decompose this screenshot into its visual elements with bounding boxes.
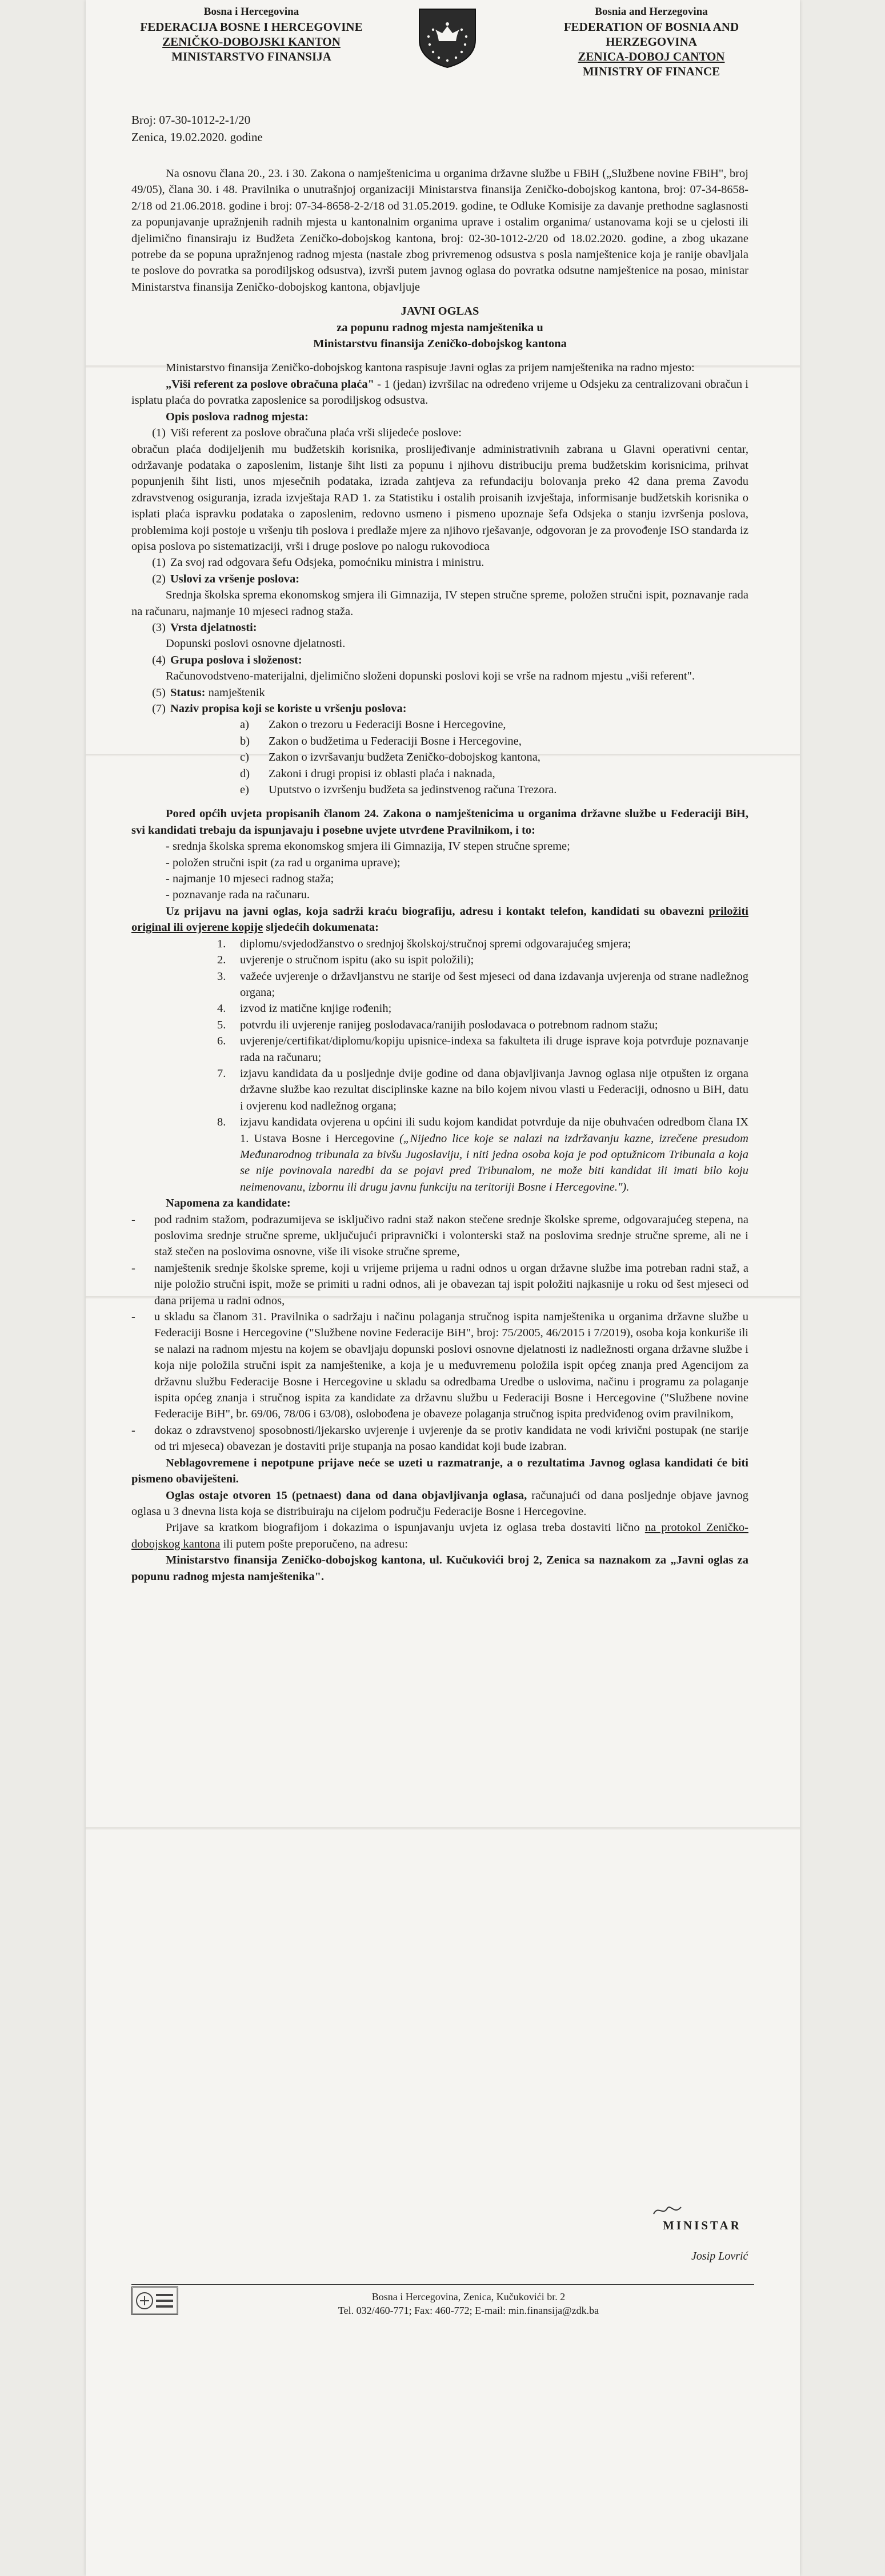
letterhead-english [526, 5, 777, 79]
footer-contact: Tel. 032/460-771; Fax: 460-772; E-mail: min.finansija@zdk.ba [338, 2305, 599, 2316]
item-number: (3) [152, 621, 166, 634]
position-title: „Viši referent za poslove obračuna plaća" [166, 377, 374, 391]
documents-intro-underlined: priložiti original ili ovjerene kopije [131, 905, 748, 934]
document-page [86, 0, 800, 2576]
item-number: (1) [152, 427, 166, 440]
item-heading: Vrsta djelatnosti: [170, 621, 257, 634]
country-name-en: Bosnia and Herzegovina [595, 6, 708, 18]
doc-number: 3. [217, 970, 226, 983]
doc-item: izjavu kandidata da u posljednje dvije godine od dana objavljivanja Javnog oglasa nije otpušten iz organa državne službe kao rezultat disciplinske kazne na bilo kojem nivou vlasti u Federaciji, odnosno u BiH, datu i ovjerenu kod nadležnog organa; [240, 1067, 748, 1112]
doc-number: 4. [217, 1002, 226, 1015]
special-condition: - najmanje 10 mjeseci radnog staža; [166, 873, 334, 886]
duties-paragraph: obračun plaća dodijeljenih mu budžetskih korisnika, proslijeđivanje administrativnih zabrana u Glavni operativni centar, održavanje podataka o zaposlenim, listanje šiht listi za popunu i njihovu distribuciju prema budžetskim korisnicima, prihvat popunjenih šiht listi, unos mjesečnih podataka, izrada zahtjeva za refundaciju bolovanja preko 42 dana prema Zavodu zdravstvenog osiguranja, izrada izvještaja RAD 1. za Statistiku i ostalih proisanih izvještaja, informisanje budžetskih korisnika o isplati plaća ispravku podataka o zaposlenim, redovno usmeno i pismeno upoznaje šefa Odsjeka o stanju izvršenja poslova, problemima koji postoje u vršenju tih poslova i predlaže mjere za njihovo rješavanje, odgovoran je za provođenje ISO standarda iz opisa poslova po sistematizaciji, vrši i druge poslove po nalogu rukovodioca [131, 443, 748, 553]
constitution-quote: („Nijedno lice koje se nalazi na izdržavanju kazne, izrečene presudom Međunarodnog tribunala za bivšu Jugoslaviju, i niti jedna osoba koja je pod optužnicom Tribunala a koja se nije povinovala naredbi da se pojavi pred Tribunalom, ne može biti kandidat ili imati bilo koju neimenovanu, izbornu ili drugu javnu funkciju na teritoriji Bosne i Hercegovine."). [240, 1132, 748, 1193]
item-text: Za svoj rad odgovara šefu Odsjeka, pomoćniku ministra i ministru. [170, 556, 484, 569]
law-item: Uputstvo o izvršenju budžeta sa jedinstvenog računa Trezora. [269, 783, 557, 797]
job-description-heading: Opis poslova radnog mjesta: [166, 410, 309, 423]
title-line: Ministarstvu finansija Zeničko-dobojskog kantona [313, 337, 567, 351]
law-letter: b) [240, 734, 250, 748]
doc-number: 8. [217, 1116, 226, 1129]
canton-name-en: ZENICA-DOBOJ CANTON [578, 50, 725, 63]
law-letter: d) [240, 767, 250, 780]
note-item: namještenik srednje školske spreme, koji u vrijeme prijema u radni odnos u organ državne službe ima potreban radni staž, a nije položio stručni ispit, može se primiti u radni odnos, ali je obavezan taj ispit položiti najkasnije u roku od šest mjeseci od dana prijema u radni odnos, [154, 1261, 748, 1307]
signatory-title: MINISTAR [663, 2219, 742, 2232]
item-heading: Grupa poslova i složenost: [170, 653, 302, 666]
activity-text: Dopunski poslovi osnovne djelatnosti. [166, 637, 346, 650]
doc-number: 6. [217, 1035, 226, 1048]
footer-address: Bosna i Hercegovina, Zenica, Kučukovići br. 2 [371, 2291, 566, 2302]
ministry-name: MINISTARSTVO FINANSIJA [171, 50, 331, 63]
law-letter: c) [240, 751, 249, 764]
law-item: Zakon o izvršavanju budžeta Zeničko-dobojskog kantona, [269, 751, 540, 764]
doc-item: diplomu/svjedodžanstvo o srednjoj školskoj/stručnoj spremi odgovarajućeg smjera; [240, 937, 631, 950]
submission-text: Prijave sa kratkom biografijom i dokazima o ispunjavanju uvjeta iz oglasa treba dostaviti lično [166, 1521, 645, 1534]
submission-address: Ministarstvo finansija Zeničko-dobojskog kantona, ul. Kučukovići broj 2, Zenica sa naznakom za „Javni oglas za popunu radnog mjesta namještenika". [131, 1554, 748, 1583]
submission-end: ili putem pošte preporučeno, na adresu: [220, 1537, 408, 1550]
position-paragraph [131, 376, 748, 409]
letterhead [103, 5, 783, 107]
item-heading: Status: [170, 686, 206, 699]
iso-certificate-icon [131, 2286, 178, 2315]
law-item: Zakoni i drugi propisi iz oblasti plaća i naknada, [269, 767, 495, 780]
doc-number: 7. [217, 1067, 226, 1080]
law-item: Zakon o trezoru u Federaciji Bosne i Hercegovine, [269, 718, 506, 732]
special-condition: - srednja školska sprema ekonomskog smjera ili Gimnazija, IV stepen stručne spreme; [166, 840, 570, 853]
position-details: - 1 (jedan) izvršilac na određeno vrijeme u Odsjeku za centralizovani obračun i isplatu plaća do povratka zaposlenice sa porodiljskog odsustva. [131, 377, 748, 407]
doc-number: 1. [217, 937, 226, 950]
item-heading: Naziv propisa koji se koriste u vršenju poslova: [170, 702, 407, 715]
note-item: pod radnim stažom, podrazumijeva se isključivo radni staž nakon stečene srednje školske spreme, odgovarajućeg stepena, na poslovima srednje stručne spreme, uključujući pripravnički i volonterski staž na poslovima srednje stručne spreme, ali ne i staž stečen na poslovima osnovne, više ili visoke stručne spreme, [154, 1213, 748, 1259]
documents-intro-end: sljedećih dokumenata: [263, 921, 379, 934]
country-name: Bosna i Hercegovina [203, 6, 299, 18]
doc-item: uvjerenje/certifikat/diplomu/kopiju upisnice-indexa sa fakulteta ili druge isprave koja potvrđuje poznavanje rada na računaru; [240, 1035, 748, 1064]
item-number: (1) [152, 556, 166, 569]
documents-intro [131, 903, 748, 936]
federation-name-en-2: HERZEGOVINA [606, 35, 697, 49]
federation-name: FEDERACIJA BOSNE I HERCEGOVINE [140, 20, 363, 34]
footer-divider [131, 2284, 754, 2285]
law-letter: a) [240, 718, 249, 732]
ministry-name-en: MINISTRY OF FINANCE [582, 65, 720, 78]
item-number: (4) [152, 653, 166, 666]
announcement-title [131, 303, 748, 352]
document-reference [131, 111, 263, 146]
doc-item: izvod iz matične knjige rođenih; [240, 1002, 392, 1015]
conditions-text: Srednja školska sprema ekonomskog smjera ili Gimnazija, IV stepen stručne spreme, položen stručni ispit, poznavanje rada na računaru, najmanje 10 mjeseci radnog staža. [131, 589, 748, 618]
document-date: Zenica, 19.02.2020. godine [131, 130, 263, 144]
deadline-bold: Oglas ostaje otvoren 15 (petnaest) dana od dana objavljivanja oglasa, [166, 1489, 527, 1502]
footer [280, 2290, 657, 2317]
law-letter: e) [240, 783, 249, 797]
note-item: dokaz o zdravstvenoj sposobnosti/ljekarsko uvjerenje i uvjerenje da se protiv kandidata ne vodi krivični postupak (ne starije od tri mjeseca) obavezan je dostaviti prije stupanja na posao kandidat koji bude izabran. [154, 1424, 748, 1453]
group-text: Računovodstveno-materijalni, djelimično složeni dopunski poslovi koji se vrše na radnom mjestu „viši referent". [166, 670, 695, 683]
title-line: JAVNI OGLAS [401, 305, 479, 318]
submission-underlined: na protokol Zeničko-dobojskog kantona [131, 1521, 748, 1550]
item-heading: Uslovi za vršenje poslova: [170, 572, 300, 585]
canton-name: ZENIČKO-DOBOJSKI KANTON [162, 35, 341, 49]
title-line: za popunu radnog mjesta namještenika u [337, 321, 543, 334]
notes-heading: Napomena za kandidate: [166, 1197, 291, 1210]
documents-intro-text: Uz prijavu na javni oglas, koja sadrži kraću biografiju, adresu i kontakt telefon, kandidati su obavezni [166, 905, 709, 918]
fold-shadow [86, 1827, 800, 1830]
deadline-text: računajući od dana posljednje objave javnog oglasa u 3 dnevna lista koja se distribuiraju na cijelom području Federacije Bosne i Hercegovine. [131, 1489, 749, 1518]
item-number: (2) [152, 572, 166, 585]
doc-item: uvjerenje o stručnom ispitu (ako su ispit položili); [240, 954, 474, 967]
signatory-name: Josip Lovrić [691, 2250, 748, 2262]
special-condition: - poznavanje rada na računaru. [166, 889, 310, 902]
item-number: (7) [152, 702, 166, 715]
legal-basis-paragraph: Na osnovu člana 20., 23. i 30. Zakona o namještenicima u organima državne službe u FBiH („Službene novine FBiH", broj 49/05), člana 30. i 48. Pravilnika o unutrašnjoj organizaciji Ministarstva finansija Zeničko-dobojskog kantona, broj: 07-34-8658-2/18 od 21.06.2018. godine i broj: 07-34-8658-2-2/18 od 31.05.2019. godine, te Odluke Komisije za davanje prethodne saglasnosti za popunjavanje upražnjenih radnih mjesta u kantonalnim organima uprave i ostalim organima/ ustanovama koji se u cjelosti ili djelimično finansiraju iz Budžeta Zeničko-dobojskog kantona, broj: 02-30-1012-2/20 od 18.02.2020. godine, a zbog ukazane potrebe da se popuna upražnjenog radnog mjesta (nastale zbog privremenog odsustva s posla namještenice koja je ranije obavljala te poslove do povratka sa porodiljskog odsustva), izvrši putem javnog oglasa do povratka odsutne namještenice na posao, ministar Ministarstva finansija Zeničko-dobojskog kantona, objavljuje [131, 167, 748, 294]
status-value: namještenik [205, 686, 265, 699]
law-item: Zakon o budžetima u Federaciji Bosne i Hercegovine, [269, 734, 522, 748]
item-text: Viši referent za poslove obračuna plaća vrši slijedeće poslove: [170, 427, 462, 440]
announcement-intro: Ministarstvo finansija Zeničko-dobojskog kantona raspisuje Javni oglas za prijem namještenika na radno mjesto: [166, 361, 695, 375]
doc-number: 2. [217, 954, 226, 967]
coat-of-arms-icon [416, 7, 479, 69]
document-body: Na osnovu člana 20., 23. i 30. Zakona o namještenicima u organima državne službe u FBiH („Službene novine FBiH", broj 49/05), člana 30. i 48. Pravilnika o unutrašnjoj organizaciji Ministarstva finansija Zeničko-dobojskog kantona, broj: 07-34-8658-2/18 od 21.06.2018. godine i broj: 07-34-8658-2-2/18 od 31.05.2019. godine, te Odluke Komisije za davanje prethodne saglasnosti za popunjavanje upražnjenih radnih mjesta u kantonalnim organima uprave i ostalim organima/ ustanovama koji se u cjelosti ili djelimično finansiraju iz Budžeta Zeničko-dobojskog kantona, broj: 02-30-1012-2/20 od 18.02.2020. godine, a zbog ukazane potrebe da se popuna upražnjenog radnog mjesta (nastale zbog privremenog odsustva s posla namještenice koja je ranije obavljala te poslove do povratka sa porodiljskog odsustva), izvrši putem javnog oglasa do povratka odsutne namještenice na posao, ministar Ministarstva finansija Zeničko-dobojskog kantona, objavljuje JAVNI OGLAS za popunu radnog mjesta namještenika u Ministarstvu finansija Zeničko-dobojskog kantona Ministarstvo finansija Zeničko-dobojskog kantona raspisuje Javni oglas za prijem namještenika na radno mjesto: „Viši referent za poslove obračuna plaća" - 1 (jedan) izvršilac na određeno vrijeme u Odsjeku za centralizovani obračun i isplatu plaća do povratka zaposlenice sa porodiljskog odsustva. Opis poslova radnog mjesta: (1) Viši referent za poslove obračuna plaća vrši slijedeće poslove: obračun plaća dodijeljenih mu budžetskih korisnika, proslijeđivanje administrativnih zabrana u Glavni operativni centar, održavanje podataka o zaposlenim, listanje šiht listi za popunu i njihovu distribuciju prema budžetskim korisnicima, prihvat popunjenih šiht listi, unos mjesečnih podataka, izrada zahtjeva za refundaciju bolovanja preko 42 dana prema Zavodu zdravstvenog osiguranja, izrada izvještaja RAD 1. za Statistiku i ostalih proisanih izvještaja, informisanje budžetskih korisnika o isplati plaća ispravku podataka o zaposlenim, redovno usmeno i pismeno upoznaje šefa Odsjeka o stanju izvršenja poslova, problemima koji postoje u vršenju tih poslova i predlaže mjere za njihovo rješavanje, odgovoran je za provođenje ISO standarda iz opisa poslova po sistematizaciji, vrši i druge poslove po nalogu rukovodioca (1) Za svoj rad odgovara šefu Odsjeka, pomoćniku ministra i ministru. (2) Uslovi za vršenje poslova: Srednja školska sprema ekonomskog smjera ili Gimnazija, IV stepen stručne spreme, položen stručni ispit, poznavanje rada na računaru, najmanje 10 mjeseci radnog staža. (3) Vrsta djelatnosti: Dopunski poslovi osnovne djelatnosti. (4) Grupa poslova i složenost: Računovodstveno-materijalni, djelimično složeni dopunski poslovi koji se vrše na radnom mjestu „viši referent". (5) Status: namještenik (7) Naziv propisa koji se koriste u vršenju poslova: a) Zakon o trezoru u Federaciji Bosne i Hercegovine, b) Zakon o budžetima u Federaciji Bosne i Hercegovine, c) Zakon o izvršavanju budžeta Zeničko-dobojskog kantona, d) Zakoni i drugi propisi iz oblasti plaća i naknada, e) Uputstvo o izvršenju budžeta sa jedinstvenog računa Trezora. Pored općih uvjeta propisanih članom 24. Zakona o namještenicima u organima državne službe u Federaciji BiH, svi kandidati trebaju da ispunjavaju i posebne uvjete utvrđene Pravilnikom, i to: - srednja školska sprema ekonomskog smjera ili Gimnazija, IV stepen stručne spreme; - položen stručni ispit (za rad u organima uprave); - najmanje 10 mjeseci radnog staža; - poznavanje rada na računaru. Uz prijavu na javni oglas, koja sadrži kraću biografiju, adresu i kontakt telefon, kandidati su obavezni priložiti original ili ovjerene kopije sljedećih dokumenata: 1. diplomu/svjedodžanstvo o srednjoj školskoj/stručnoj spremi odgovarajućeg smjera; 2. uvjerenje o stručnom ispitu (ako su ispit položili); 3. važeće uvjerenje o državljanstvu ne starije od šest mjeseci od dana izdavanja uvjerenja od strane nadležnog organa; 4. izvod iz matične knjige rođenih; 5. potvrdu ili uvjerenje ranijeg poslodavaca/ranijih poslodavaca o potrebnom radnom stažu; 6. uvjerenje/certifikat/diplomu/kopiju upisnice-indexa sa fakulteta ili druge isprave koja potvrđuje poznavanje rada na računaru; 7. izjavu kandidata da u posljednje dvije godine od dana objavljivanja Javnog oglasa nije otpušten iz organa državne službe kao rezultat disciplinske kazne na bilo kojem nivou vlasti u Federaciji, odnosno u BiH, datu i ovjerenu kod nadležnog organa; 8. izjavu kandidata ovjerena u općini ili sudu kojom kandidat potvrđuje da nije obuhvaćen odredbom člana IX 1. Ustava Bosne i Hercegovine („Nijedno lice koje se nalazi na izdržavanju kazne, izrečene presudom Međunarodnog tribunala za bivšu Jugoslaviju, i niti jedna osoba koja je pod optužnicom Tribunala a koja se nije povinovala naredbi da se pojavi pred Tribunalom, ne može biti kandidat ili imati bilo koju neimenovanu, izbornu ili drugu javnu funkciju na teritoriji Bosne i Hercegovine."). Napomena za kandidate: - pod radnim stažom, podrazumijeva se isključivo radni staž nakon stečene srednje školske spreme, odgovarajućeg stepena, na poslovima srednje stručne spreme, uključujući pripravnički i volonterski staž na poslovima srednje stručne spreme, ali ne i staž stečen na poslovima osnovne, više ili visoke stručne spreme, - namještenik srednje školske spreme, koji u vrijeme prijema u radni odnos u organ državne službe ima potreban radni staž, a nije položio stručni ispit, može se primiti u radni odnos, ali je obavezan taj ispit položiti najkasnije u roku od šest mjeseci od dana prijema u radni odnos, - u skladu sa članom 31. Pravilnika o sadržaju i načinu polaganja stručnog ispita namještenika u organima državne službe u Federaciji Bosne i Hercegovine ("Službene novine Federacije BiH", broj: 75/2005, 46/2015 i 7/2019), osoba koja konkuriše ili se nalazi na radnom mjestu na kojem se obavljaju dopunski poslovi osnovne djelatnosti iz nadležnosti organa državne službe i koja nije položila stručni ispit za namještenike, a koja je u međuvremenu položila ispit općeg znanja pred Agencijom za državnu službu Federacije Bosne i Hercegovine u skladu sa odredbama Uredbe o uslovima, načinu i programu za polaganje ispita općeg znanja i stručnog ispita za kandidate za državnu službu u Federaciji Bosne i Hercegovine ("Službene novine Federacije BiH", br. 69/06, 78/06 i 63/08), oslobođena je obaveze polaganja stručnog ispita predviđenog ovim pravilnikom, - dokaz o zdravstvenoj sposobnosti/ljekarsko uvjerenje i uvjerenje da se protiv kandidata ne vodi krivični postupak (ne starije od tri mjeseca) obavezan je dostaviti prije stupanja na posao kandidat koji bude izabran. Neblagovremene i nepotpune prijave neće se uzeti u razmatranje, a o rezultatima Javnog oglasa kandidati će biti pismeno obaviješteni. Oglas ostaje otvoren 15 (petnaest) dana od dana objavljivanja oglasa, računajući od dana posljednje objave javnog oglasa u 3 dnevna lista koja se distribuiraju na cijelom području Federacije Bosne i Hercegovine. Prijave sa kratkom biografijom i dokazima o ispunjavanju uvjeta iz oglasa treba dostaviti lično na protokol Zeničko-dobojskog kantona ili putem pošte preporučeno, na adresu: Ministarstvo finansija Zeničko-dobojskog kantona, ul. Kučukovići broj 2, Zenica sa naznakom za „Javni oglas za popunu radnog mjesta namještenika". [131, 166, 748, 1585]
federation-name-en: FEDERATION OF BOSNIA AND [563, 20, 739, 34]
note-item: u skladu sa članom 31. Pravilnika o sadržaju i načinu polaganja stručnog ispita namještenika u organima državne službe u Federaciji Bosne i Hercegovine ("Službene novine Federacije BiH", broj: 75/2005, 46/2015 i 7/2019), osoba koja konkuriše ili se nalazi na radnom mjestu na kojem se obavljaju dopunski poslovi osnovne djelatnosti iz nadležnosti organa državne službe i koja nije položila stručni ispit za namještenike, a koja je u međuvremenu položila ispit općeg znanja pred Agencijom za državnu službu Federacije Bosne i Hercegovine u skladu sa odredbama Uredbe o uslovima, načinu i programu za polaganje ispita općeg znanja i stručnog ispita za kandidate za državnu službu u Federaciji Bosne i Hercegovine ("Službene novine Federacije BiH", br. 69/06, 78/06 i 63/08), oslobođena je obaveze polaganja stručnog ispita predviđenog ovim pravilnikom, [154, 1311, 748, 1421]
item-number: (5) [152, 686, 166, 699]
signature-mark-icon [651, 2201, 686, 2219]
doc-item: potvrdu ili uvjerenje ranijeg poslodavaca/ranijih poslodavaca o potrebnom radnom stažu; [240, 1018, 658, 1031]
deadline-paragraph [131, 1488, 748, 1520]
letterhead-local [131, 5, 371, 64]
doc-item: izjavu kandidata ovjerena u općini ili sudu kojom kandidat potvrđuje da nije obuhvaćen odredbom člana IX 1. Ustava Bosne i Hercegovine [240, 1116, 748, 1145]
general-conditions: Pored općih uvjeta propisanih članom 24. Zakona o namještenicima u organima državne službe u Federaciji BiH, svi kandidati trebaju da ispunjavaju i posebne uvjete utvrđene Pravilnikom, i to: [131, 807, 748, 837]
doc-item: važeće uvjerenje o državljanstvu ne starije od šest mjeseci od dana izdavanja uvjerenja od strane nadležnog organa; [240, 970, 748, 999]
submission-paragraph [131, 1520, 748, 1552]
incomplete-applications-note: Neblagovremene i nepotpune prijave neće se uzeti u razmatranje, a o rezultatima Javnog oglasa kandidati će biti pismeno obaviješteni. [131, 1456, 748, 1486]
reference-number: Broj: 07-30-1012-2-1/20 [131, 113, 251, 127]
special-condition: - položen stručni ispit (za rad u organima uprave); [166, 856, 401, 869]
doc-number: 5. [217, 1018, 226, 1031]
